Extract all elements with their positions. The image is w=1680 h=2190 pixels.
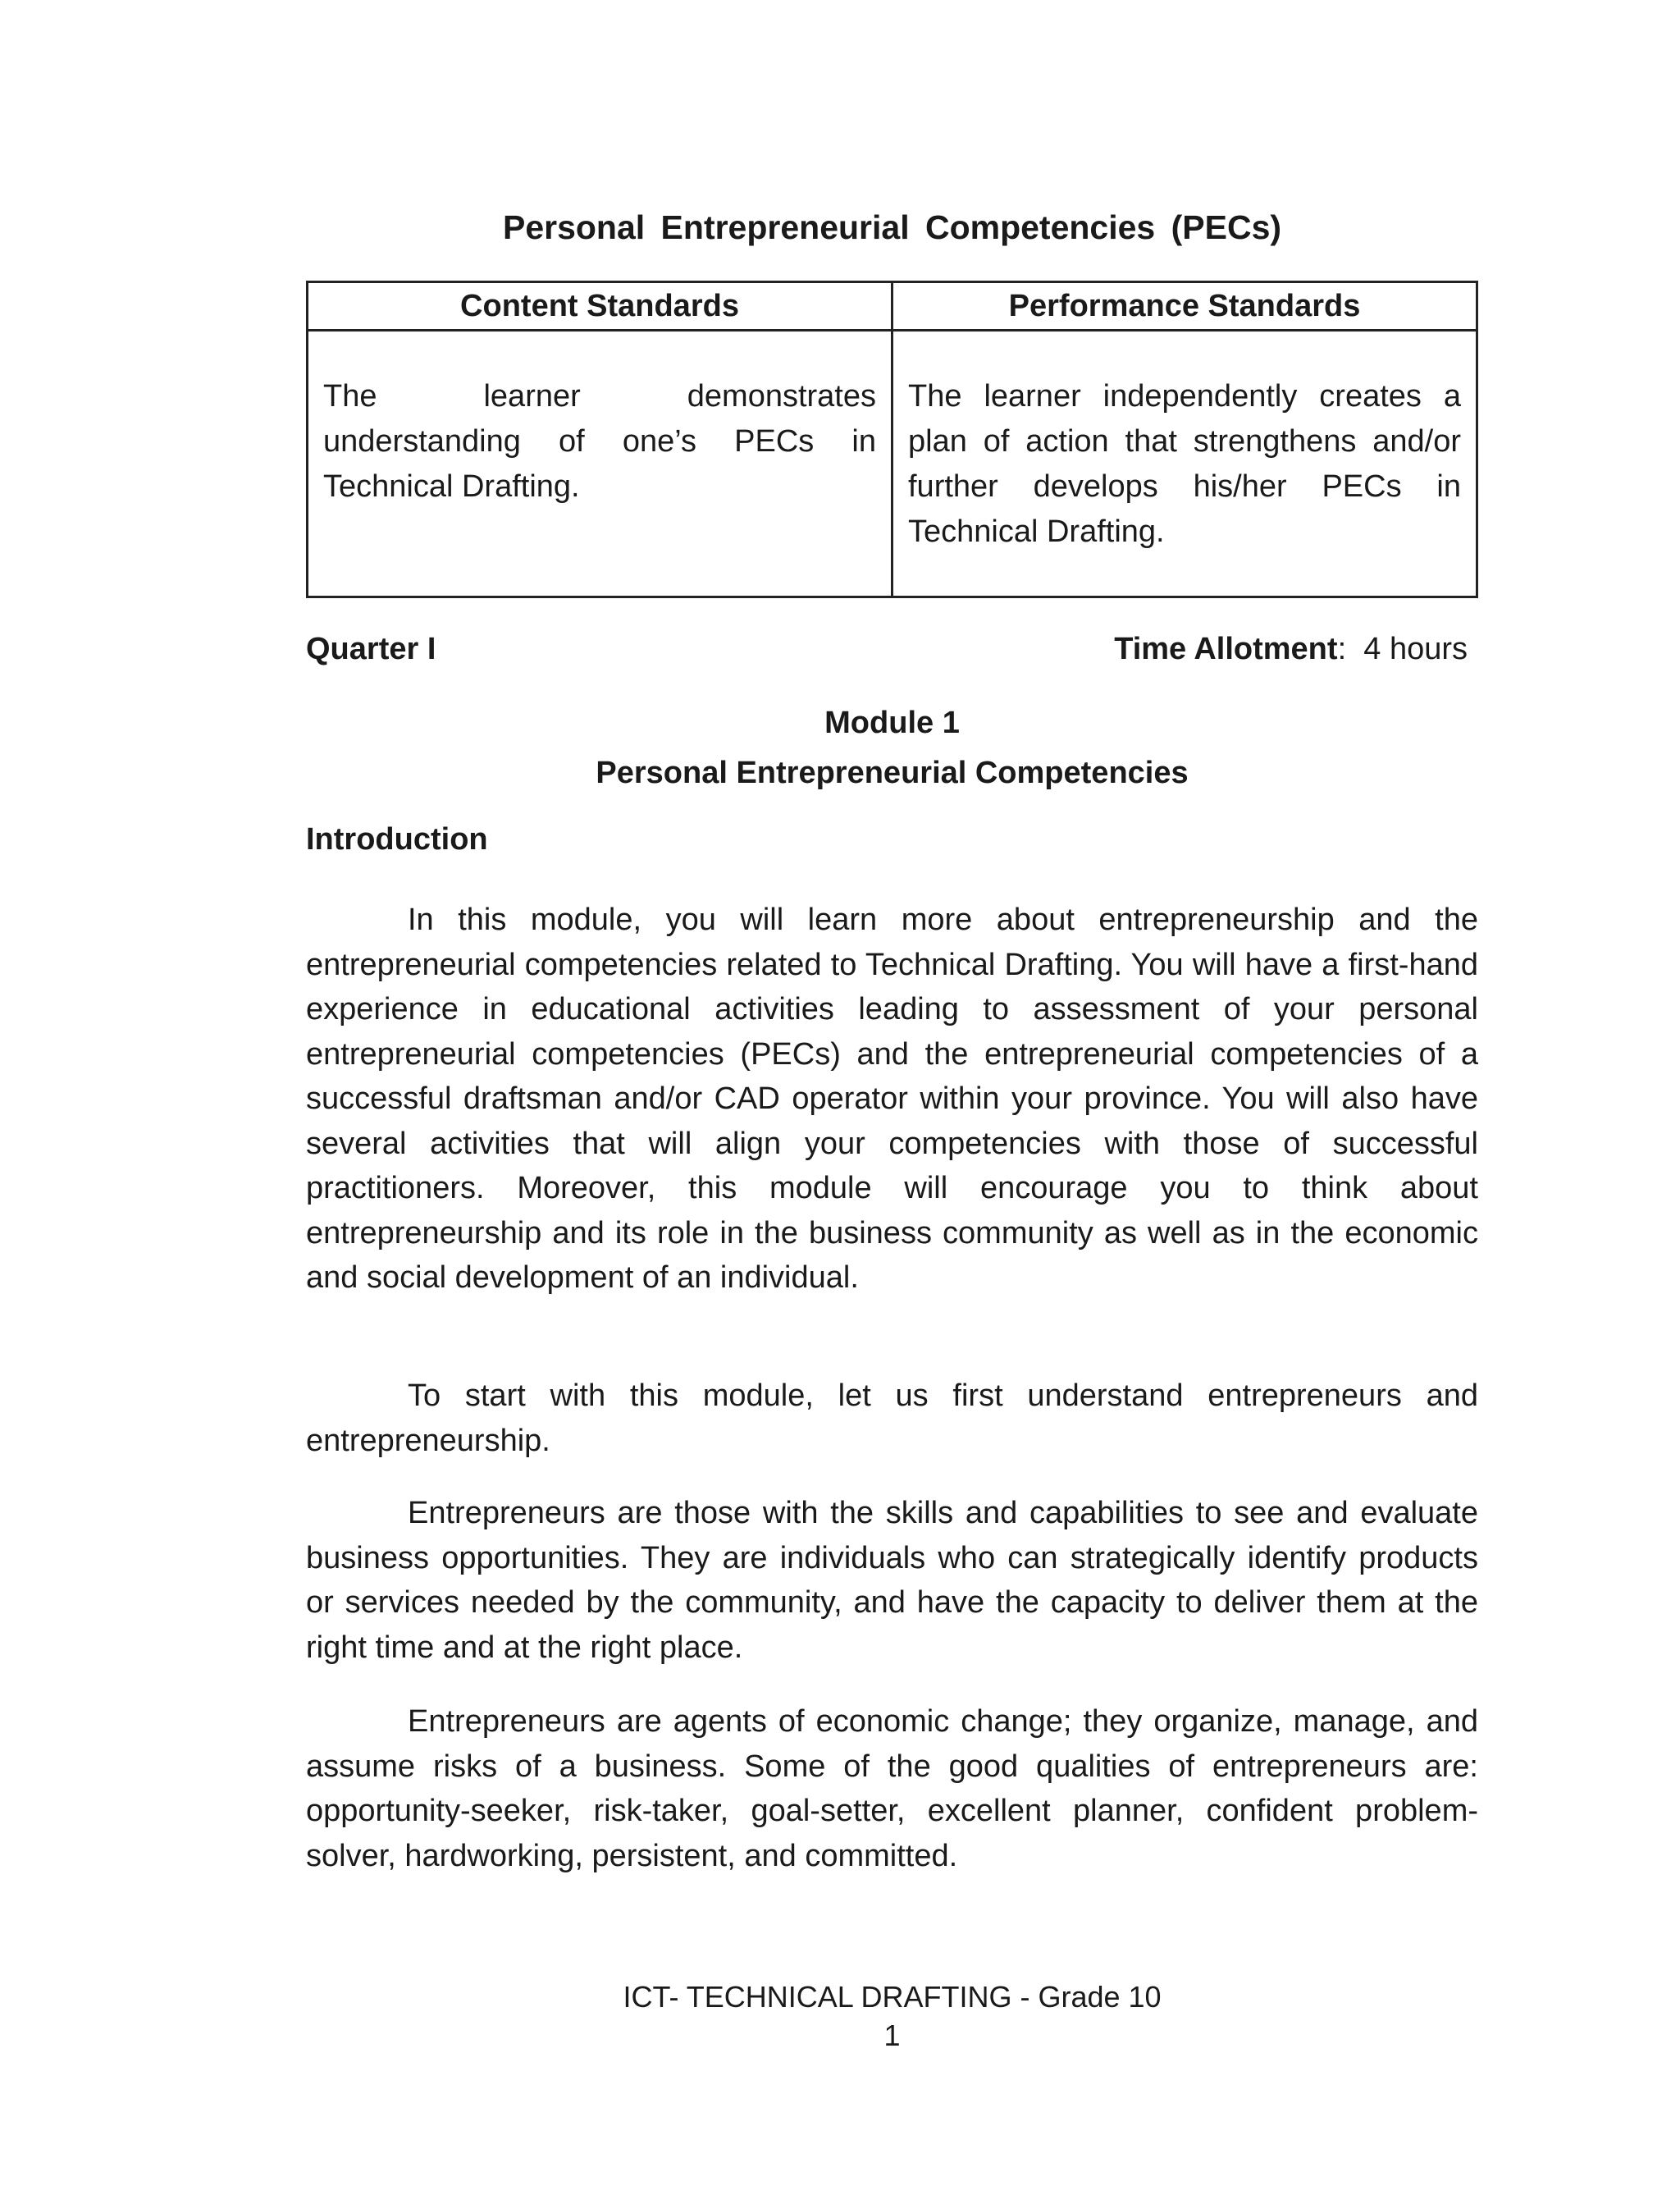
footer-course: ICT- TECHNICAL DRAFTING - Grade 10 bbox=[623, 1980, 1162, 2014]
performance-standards-header: Performance Standards bbox=[892, 282, 1477, 331]
page-number: 1 bbox=[883, 2019, 901, 2052]
standards-table bbox=[306, 281, 1478, 598]
module-number: Module 1 bbox=[824, 706, 960, 740]
time-allotment-value: 4 hours bbox=[1363, 632, 1468, 666]
performance-standard-cell: The learner independently creates a plan of action that strengthens and/or further develops his/her PECs in Technical Drafting. bbox=[892, 331, 1477, 597]
time-allotment-label: Time Allotment bbox=[1114, 632, 1338, 666]
table-header-row bbox=[308, 282, 1477, 331]
document-title: Personal Entrepreneurial Competencies (PECs) bbox=[502, 208, 1282, 246]
intro-paragraph: In this module, you will learn more about entrepreneurship and the entrepreneurial competencies related to Technical Drafting. You will have a first-hand experience in educational activities leading to assessment of your personal entrepreneurial competencies (PECs) and the entrepreneurial competencies of a successful draftsman and/or CAD operator within your province. You will also have several activities that will align your competencies with those of successful practitioners. Moreover, this module will encourage you to think about entrepreneurship and its role in the business community as well as in the economic and social development of an individual. bbox=[306, 903, 1478, 1295]
paragraph-4: Entrepreneurs are agents of economic change; they organize, manage, and assume risks of a business. Some of the good qualities of entrepreneurs are: opportunity-seeker, risk-taker, goal-setter, excellent planner, confident problem-solver, hardworking, persistent, and committed. bbox=[306, 1704, 1478, 1873]
quarter-time-row bbox=[306, 626, 1478, 672]
module-title: Personal Entrepreneurial Competencies bbox=[596, 756, 1189, 790]
content-standards-header: Content Standards bbox=[308, 282, 892, 331]
content-standard-cell: The learner demonstrates understanding of one’s PECs in Technical Drafting. bbox=[308, 331, 892, 597]
table-row bbox=[308, 331, 1477, 597]
introduction-heading: Introduction bbox=[306, 822, 488, 857]
time-allotment: Time Allotment: 4 hours bbox=[1114, 632, 1468, 666]
paragraph-3: Entrepreneurs are those with the skills and capabilities to see and evaluate business opportunities. They are individuals who can strategically identify products or services needed by the community, and have the capacity to deliver them at the right time and at the right place. bbox=[306, 1496, 1478, 1665]
quarter-label: Quarter I bbox=[306, 632, 436, 666]
paragraph-2: To start with this module, let us first understand entrepreneurs and entrepreneurship. bbox=[306, 1378, 1478, 1458]
